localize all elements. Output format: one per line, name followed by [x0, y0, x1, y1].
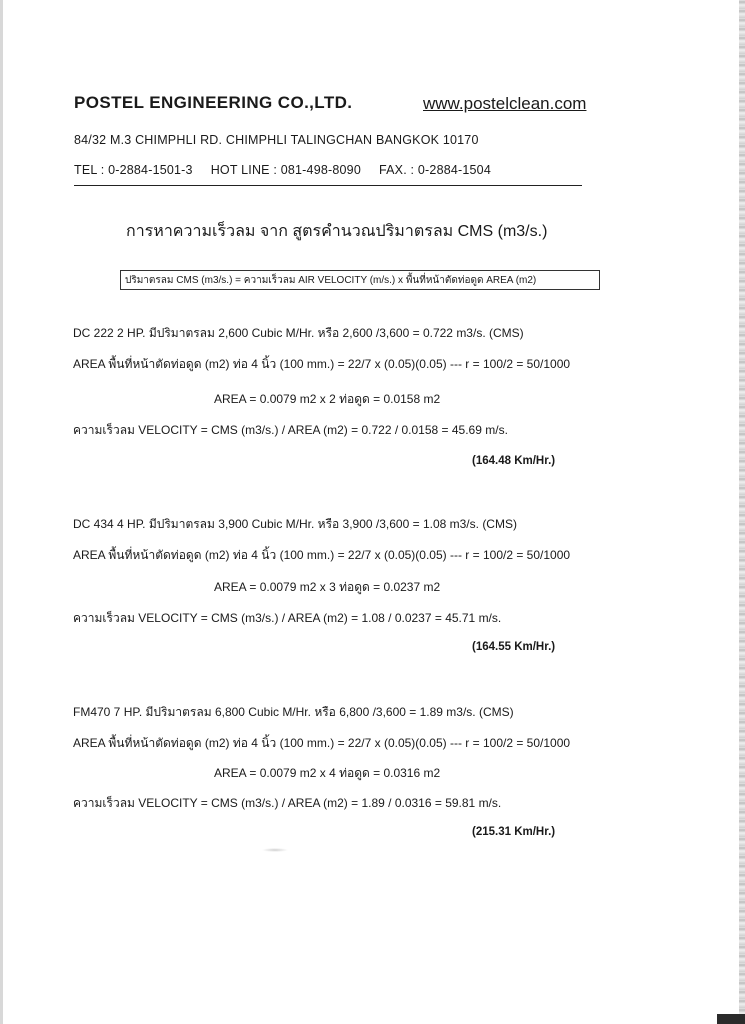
- scan-smudge: [262, 848, 288, 852]
- section-2-kmh: (164.55 Km/Hr.): [472, 641, 556, 653]
- scan-edge-left: [0, 0, 3, 1024]
- website-link[interactable]: www.postelclean.com: [423, 94, 587, 113]
- formula-box: ปริมาตรลม CMS (m3/s.) = ความเร็วลม AIR VELOCITY (m/s.) x พื้นที่หน้าตัดท่อดูด AREA (m2): [120, 270, 600, 290]
- fax-number: FAX. : 0-2884-1504: [378, 163, 491, 177]
- scan-edge-right: [739, 0, 745, 1024]
- section-1-kmh: (164.48 Km/Hr.): [472, 455, 556, 467]
- section-2-area-formula: AREA พื้นที่หน้าตัดท่อดูด (m2) ท่อ 4 นิ้ว (100 mm.) = 22/7 x (0.05)(0.05) --- r = 100/2 = 50/1000: [73, 548, 571, 562]
- section-3-kmh: (215.31 Km/Hr.): [472, 826, 556, 838]
- hotline-number: HOT LINE : 081-498-8090: [210, 163, 361, 177]
- header-divider: [74, 185, 582, 186]
- company-address: 84/32 M.3 CHIMPHLI RD. CHIMPHLI TALINGCHAN BANGKOK 10170: [74, 133, 479, 147]
- section-1-area-formula: AREA พื้นที่หน้าตัดท่อดูด (m2) ท่อ 4 นิ้ว (100 mm.) = 22/7 x (0.05)(0.05) --- r = 100/2 = 50/1000: [73, 357, 571, 371]
- section-3-area-formula: AREA พื้นที่หน้าตัดท่อดูด (m2) ท่อ 4 นิ้ว (100 mm.) = 22/7 x (0.05)(0.05) --- r = 100/2 = 50/1000: [73, 736, 571, 750]
- section-3-flow: FM470 7 HP. มีปริมาตรลม 6,800 Cubic M/Hr. หรือ 6,800 /3,600 = 1.89 m3/s. (CMS): [73, 705, 514, 719]
- document-title: การหาความเร็วลม จาก สูตรคำนวณปริมาตรลม CMS (m3/s.): [126, 223, 548, 240]
- section-1-flow: DC 222 2 HP. มีปริมาตรลม 2,600 Cubic M/Hr. หรือ 2,600 /3,600 = 0.722 m3/s. (CMS): [73, 326, 524, 340]
- contact-line: [74, 163, 491, 177]
- tel-number: TEL : 0-2884-1501-3: [74, 163, 193, 177]
- section-3-area-result: AREA = 0.0079 m2 x 4 ท่อดูด = 0.0316 m2: [214, 766, 441, 780]
- section-2-area-result: AREA = 0.0079 m2 x 3 ท่อดูด = 0.0237 m2: [214, 580, 441, 594]
- section-1-velocity: ความเร็วลม VELOCITY = CMS (m3/s.) / AREA (m2) = 0.722 / 0.0158 = 45.69 m/s.: [73, 423, 508, 437]
- scan-corner-mark: [717, 1014, 745, 1024]
- section-1-area-result: AREA = 0.0079 m2 x 2 ท่อดูด = 0.0158 m2: [214, 392, 441, 406]
- company-name: POSTEL ENGINEERING CO.,LTD.: [74, 93, 353, 112]
- section-2-velocity: ความเร็วลม VELOCITY = CMS (m3/s.) / AREA (m2) = 1.08 / 0.0237 = 45.71 m/s.: [73, 611, 502, 625]
- section-2-flow: DC 434 4 HP. มีปริมาตรลม 3,900 Cubic M/Hr. หรือ 3,900 /3,600 = 1.08 m3/s. (CMS): [73, 517, 517, 531]
- section-3-velocity: ความเร็วลม VELOCITY = CMS (m3/s.) / AREA (m2) = 1.89 / 0.0316 = 59.81 m/s.: [73, 796, 502, 810]
